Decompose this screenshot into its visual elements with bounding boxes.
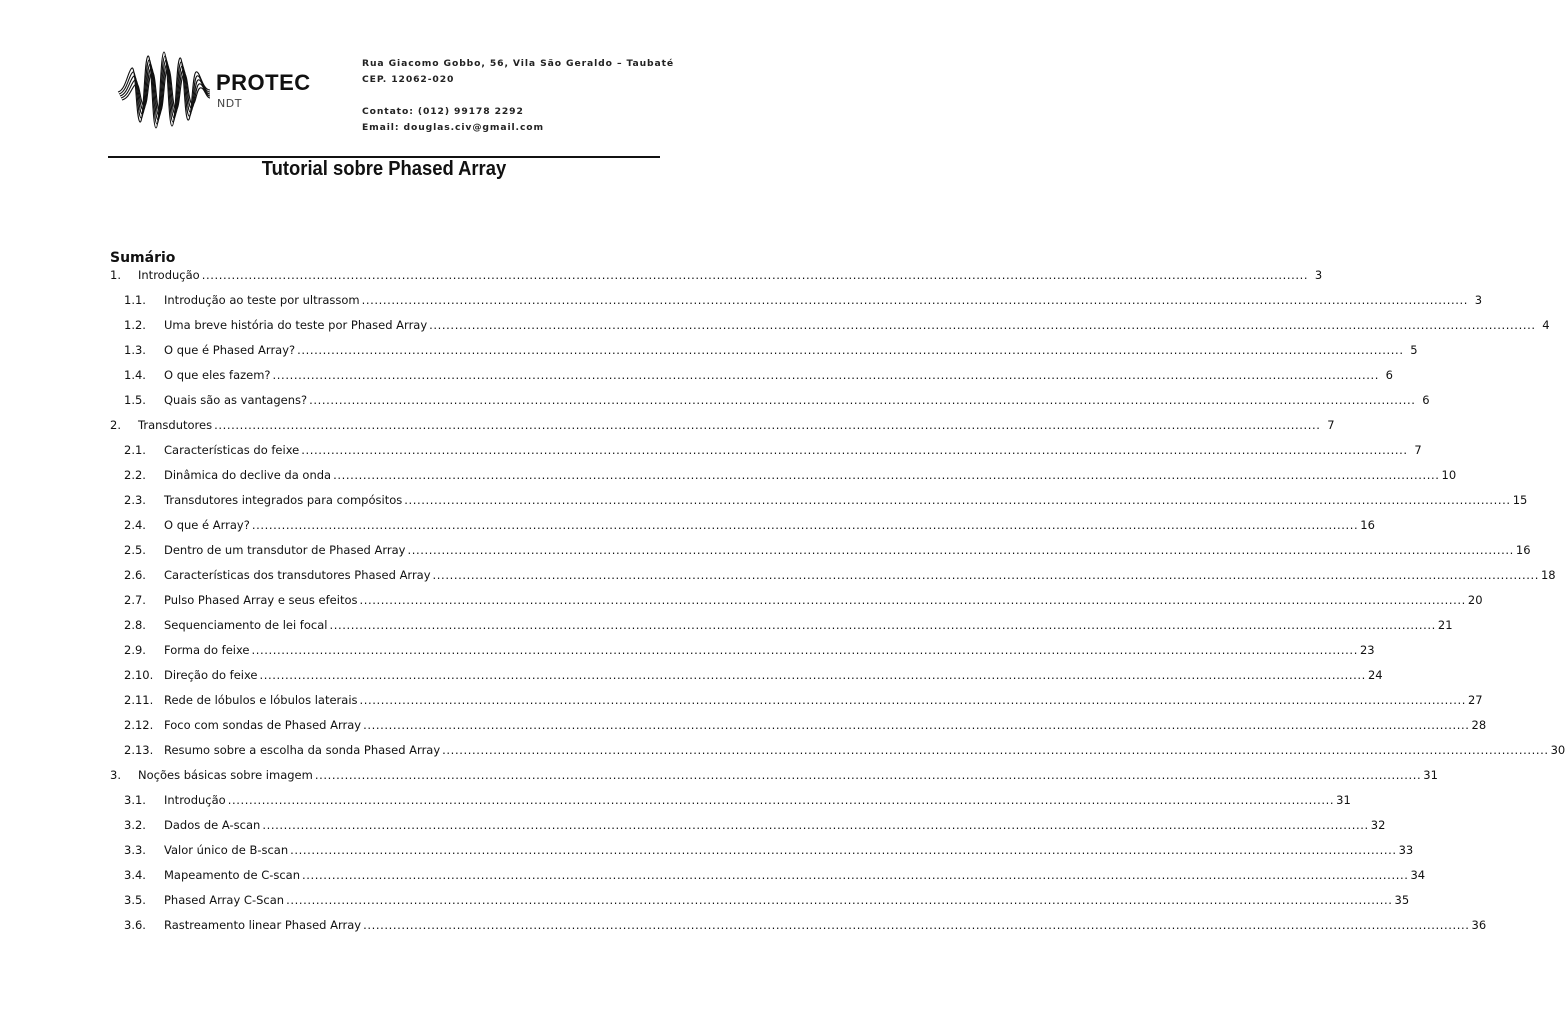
toc-entry-title: Dinâmica do declive da onda xyxy=(164,468,332,482)
toc-entry-number: 1.5. xyxy=(124,393,146,407)
toc-entry-number: 3. xyxy=(110,768,121,782)
toc-entry-title: Dentro de um transdutor de Phased Array xyxy=(164,543,406,557)
toc-heading: Sumário xyxy=(110,250,176,266)
toc-entry[interactable] xyxy=(110,593,1483,618)
toc-entry-number: 1.3. xyxy=(124,343,146,357)
toc-entry-page: 20 xyxy=(1467,593,1483,607)
toc-entry-page: 33 xyxy=(1398,843,1414,857)
toc-dot-leader: .................................................................................................................................................................................................................................................................... xyxy=(302,868,1409,882)
toc-entry[interactable] xyxy=(110,693,1483,718)
toc-entry-page: 15 xyxy=(1512,493,1528,507)
toc-entry[interactable] xyxy=(110,818,1386,843)
toc-entry-number: 1.4. xyxy=(124,368,146,382)
toc-entry-number: 3.3. xyxy=(124,843,146,857)
toc-entry-title: Transdutores xyxy=(138,418,213,432)
toc-dot-leader: .................................................................................................................................................................................................................................................................... xyxy=(407,543,1514,557)
toc-entry-title: Noções básicas sobre imagem xyxy=(138,768,313,782)
toc-entry-page: 23 xyxy=(1359,643,1375,657)
toc-entry[interactable] xyxy=(110,343,1418,368)
toc-entry-title: Resumo sobre a escolha da sonda Phased Array xyxy=(164,743,441,757)
toc-dot-leader: .................................................................................................................................................................................................................................................................... xyxy=(429,318,1536,332)
toc-dot-leader: .................................................................................................................................................................................................................................................................... xyxy=(359,693,1466,707)
toc-entry-title: Uma breve história do teste por Phased Array xyxy=(164,318,428,332)
toc-entry[interactable] xyxy=(110,443,1422,468)
toc-dot-leader: .................................................................................................................................................................................................................................................................... xyxy=(442,743,1549,757)
logo-wordmark: PROTEC xyxy=(216,70,311,95)
toc-entry[interactable] xyxy=(110,618,1453,643)
toc-entry-number: 2.4. xyxy=(124,518,146,532)
toc-dot-leader: .................................................................................................................................................................................................................................................................... xyxy=(404,493,1511,507)
toc-entry-title: Valor único de B-scan xyxy=(164,843,289,857)
toc-dot-leader: .................................................................................................................................................................................................................................................................... xyxy=(363,918,1470,932)
toc-entry[interactable] xyxy=(110,668,1383,693)
toc-entry-title: Introdução xyxy=(138,268,200,282)
address-line: Rua Giacomo Gobbo, 56, Vila São Geraldo – Taubaté xyxy=(362,58,675,69)
toc-entry-number: 2.1. xyxy=(124,443,146,457)
toc-entry-page: 32 xyxy=(1370,818,1386,832)
toc-dot-leader: .................................................................................................................................................................................................................................................................... xyxy=(227,793,1335,807)
toc-dot-leader: .................................................................................................................................................................................................................................................................... xyxy=(251,518,1359,532)
toc-entry[interactable] xyxy=(110,493,1528,518)
toc-entry-number: 2.5. xyxy=(124,543,146,557)
toc-dot-leader: .................................................................................................................................................................................................................................................................... xyxy=(201,268,1309,282)
toc-entry-number: 1. xyxy=(110,268,121,282)
toc-entry-title: Phased Array C-Scan xyxy=(164,893,285,907)
toc-entry[interactable] xyxy=(110,843,1414,868)
toc-entry[interactable] xyxy=(110,793,1351,818)
toc-entry[interactable] xyxy=(110,268,1323,293)
toc-entry[interactable] xyxy=(110,743,1565,768)
document-title: Tutorial sobre Phased Array xyxy=(261,158,507,180)
toc-entry[interactable] xyxy=(110,368,1393,393)
toc-entry[interactable] xyxy=(110,318,1550,343)
postal-code-line: CEP. 12062-020 xyxy=(362,74,455,85)
toc-entry-title: Características dos transdutores Phased Array xyxy=(164,568,431,582)
toc-entry[interactable] xyxy=(110,868,1426,893)
toc-entry[interactable] xyxy=(110,718,1487,743)
toc-entry-page: 34 xyxy=(1410,868,1426,882)
toc-entry-title: Direção do feixe xyxy=(164,668,258,682)
toc-dot-leader: .................................................................................................................................................................................................................................................................... xyxy=(214,418,1321,432)
toc-entry-title: Dados de A-scan xyxy=(164,818,261,832)
toc-entry-page: 16 xyxy=(1360,518,1375,532)
toc-entry-page: 31 xyxy=(1336,793,1351,807)
toc-entry-page: 7 xyxy=(1327,418,1335,432)
toc-entry-title: O que é Phased Array? xyxy=(164,343,296,357)
toc-entry-title: Rede de lóbulos e lóbulos laterais xyxy=(164,693,358,707)
toc-entry-number: 3.6. xyxy=(124,918,146,932)
toc-entry[interactable] xyxy=(110,543,1531,568)
toc-entry[interactable] xyxy=(110,393,1430,418)
toc-entry-page: 27 xyxy=(1467,693,1483,707)
toc-dot-leader: .................................................................................................................................................................................................................................................................... xyxy=(297,343,1404,357)
toc-entry-number: 2.2. xyxy=(124,468,146,482)
contact-block xyxy=(362,56,674,136)
toc-entry-page: 10 xyxy=(1441,468,1457,482)
toc-dot-leader: .................................................................................................................................................................................................................................................................... xyxy=(259,668,1366,682)
toc-entry-page: 21 xyxy=(1437,618,1453,632)
toc-entry[interactable] xyxy=(110,768,1438,793)
toc-entry-title: Foco com sondas de Phased Array xyxy=(164,718,362,732)
toc-entry-page: 7 xyxy=(1414,443,1422,457)
toc-dot-leader: .................................................................................................................................................................................................................................................................... xyxy=(363,718,1470,732)
toc-entry-title: Forma do feixe xyxy=(164,643,250,657)
toc-entry-number: 2.8. xyxy=(124,618,146,632)
toc-dot-leader: .................................................................................................................................................................................................................................................................... xyxy=(432,568,1539,582)
toc-entry-page: 18 xyxy=(1540,568,1556,582)
toc-entry-page: 6 xyxy=(1422,393,1430,407)
toc-dot-leader: .................................................................................................................................................................................................................................................................... xyxy=(314,768,1422,782)
toc-entry-page: 31 xyxy=(1423,768,1438,782)
toc-dot-leader: .................................................................................................................................................................................................................................................................... xyxy=(251,643,1358,657)
toc-entry-title: Quais são as vantagens? xyxy=(164,393,308,407)
toc-entry-number: 2.11. xyxy=(124,693,154,707)
toc-entry-number: 3.4. xyxy=(124,868,146,882)
toc-entry-page: 16 xyxy=(1515,543,1531,557)
toc-dot-leader: .................................................................................................................................................................................................................................................................... xyxy=(359,593,1466,607)
toc-dot-leader: .................................................................................................................................................................................................................................................................... xyxy=(286,893,1393,907)
phone-line: Contato: (012) 99178 2292 xyxy=(362,106,524,117)
toc-dot-leader: .................................................................................................................................................................................................................................................................... xyxy=(272,368,1379,382)
toc-entry[interactable] xyxy=(110,293,1483,318)
toc-entry-page: 35 xyxy=(1394,893,1410,907)
toc-entry-title: Mapeamento de C-scan xyxy=(164,868,301,882)
company-logo xyxy=(116,50,311,130)
email-line: Email: douglas.civ@gmail.com xyxy=(362,122,544,133)
toc-entry[interactable] xyxy=(110,893,1410,918)
toc-entry-title: O que é Array? xyxy=(164,518,250,532)
toc-entry-page: 6 xyxy=(1385,368,1393,382)
table-of-contents xyxy=(110,268,1565,943)
toc-entry-title: Introdução ao teste por ultrassom xyxy=(164,293,360,307)
toc-entry-page: 3 xyxy=(1314,268,1323,282)
toc-entry-number: 2. xyxy=(110,418,121,432)
toc-dot-leader: .................................................................................................................................................................................................................................................................... xyxy=(301,443,1408,457)
logo-subtitle: NDT xyxy=(217,97,242,110)
toc-entry-page: 4 xyxy=(1542,318,1550,332)
toc-entry-title: O que eles fazem? xyxy=(164,368,271,382)
toc-dot-leader: .................................................................................................................................................................................................................................................................... xyxy=(333,468,1440,482)
toc-entry-number: 2.13. xyxy=(124,743,154,757)
toc-entry-number: 1.2. xyxy=(124,318,146,332)
toc-entry-page: 30 xyxy=(1550,743,1565,757)
toc-dot-leader: .................................................................................................................................................................................................................................................................... xyxy=(361,293,1469,307)
toc-entry-page: 24 xyxy=(1367,668,1383,682)
toc-entry-number: 2.10. xyxy=(124,668,154,682)
toc-entry-page: 28 xyxy=(1471,718,1487,732)
toc-entry-number: 3.2. xyxy=(124,818,146,832)
toc-dot-leader: .................................................................................................................................................................................................................................................................... xyxy=(309,393,1416,407)
toc-entry-title: Rastreamento linear Phased Array xyxy=(164,918,362,932)
toc-entry-number: 1.1. xyxy=(124,293,146,307)
toc-entry-number: 2.6. xyxy=(124,568,146,582)
toc-entry[interactable] xyxy=(110,643,1375,668)
toc-entry[interactable] xyxy=(110,418,1335,443)
toc-dot-leader: .................................................................................................................................................................................................................................................................... xyxy=(290,843,1397,857)
toc-entry-page: 36 xyxy=(1471,918,1487,932)
toc-entry-number: 2.3. xyxy=(124,493,146,507)
toc-entry[interactable] xyxy=(110,918,1487,943)
toc-entry-title: Sequenciamento de lei focal xyxy=(164,618,328,632)
toc-entry-number: 3.5. xyxy=(124,893,146,907)
waveform-logo-icon xyxy=(116,50,212,130)
toc-entry-page: 5 xyxy=(1410,343,1418,357)
toc-entry-number: 3.1. xyxy=(124,793,146,807)
toc-entry-title: Características do feixe xyxy=(164,443,300,457)
toc-entry[interactable] xyxy=(110,568,1556,593)
toc-dot-leader: .................................................................................................................................................................................................................................................................... xyxy=(329,618,1436,632)
toc-entry-number: 2.9. xyxy=(124,643,146,657)
toc-entry-page: 3 xyxy=(1474,293,1483,307)
toc-entry-title: Introdução xyxy=(164,793,226,807)
toc-dot-leader: .................................................................................................................................................................................................................................................................... xyxy=(262,818,1369,832)
toc-entry[interactable] xyxy=(110,518,1375,543)
toc-entry[interactable] xyxy=(110,468,1457,493)
toc-entry-number: 2.12. xyxy=(124,718,154,732)
toc-entry-title: Transdutores integrados para compósitos xyxy=(164,493,403,507)
toc-entry-title: Pulso Phased Array e seus efeitos xyxy=(164,593,358,607)
toc-entry-number: 2.7. xyxy=(124,593,146,607)
